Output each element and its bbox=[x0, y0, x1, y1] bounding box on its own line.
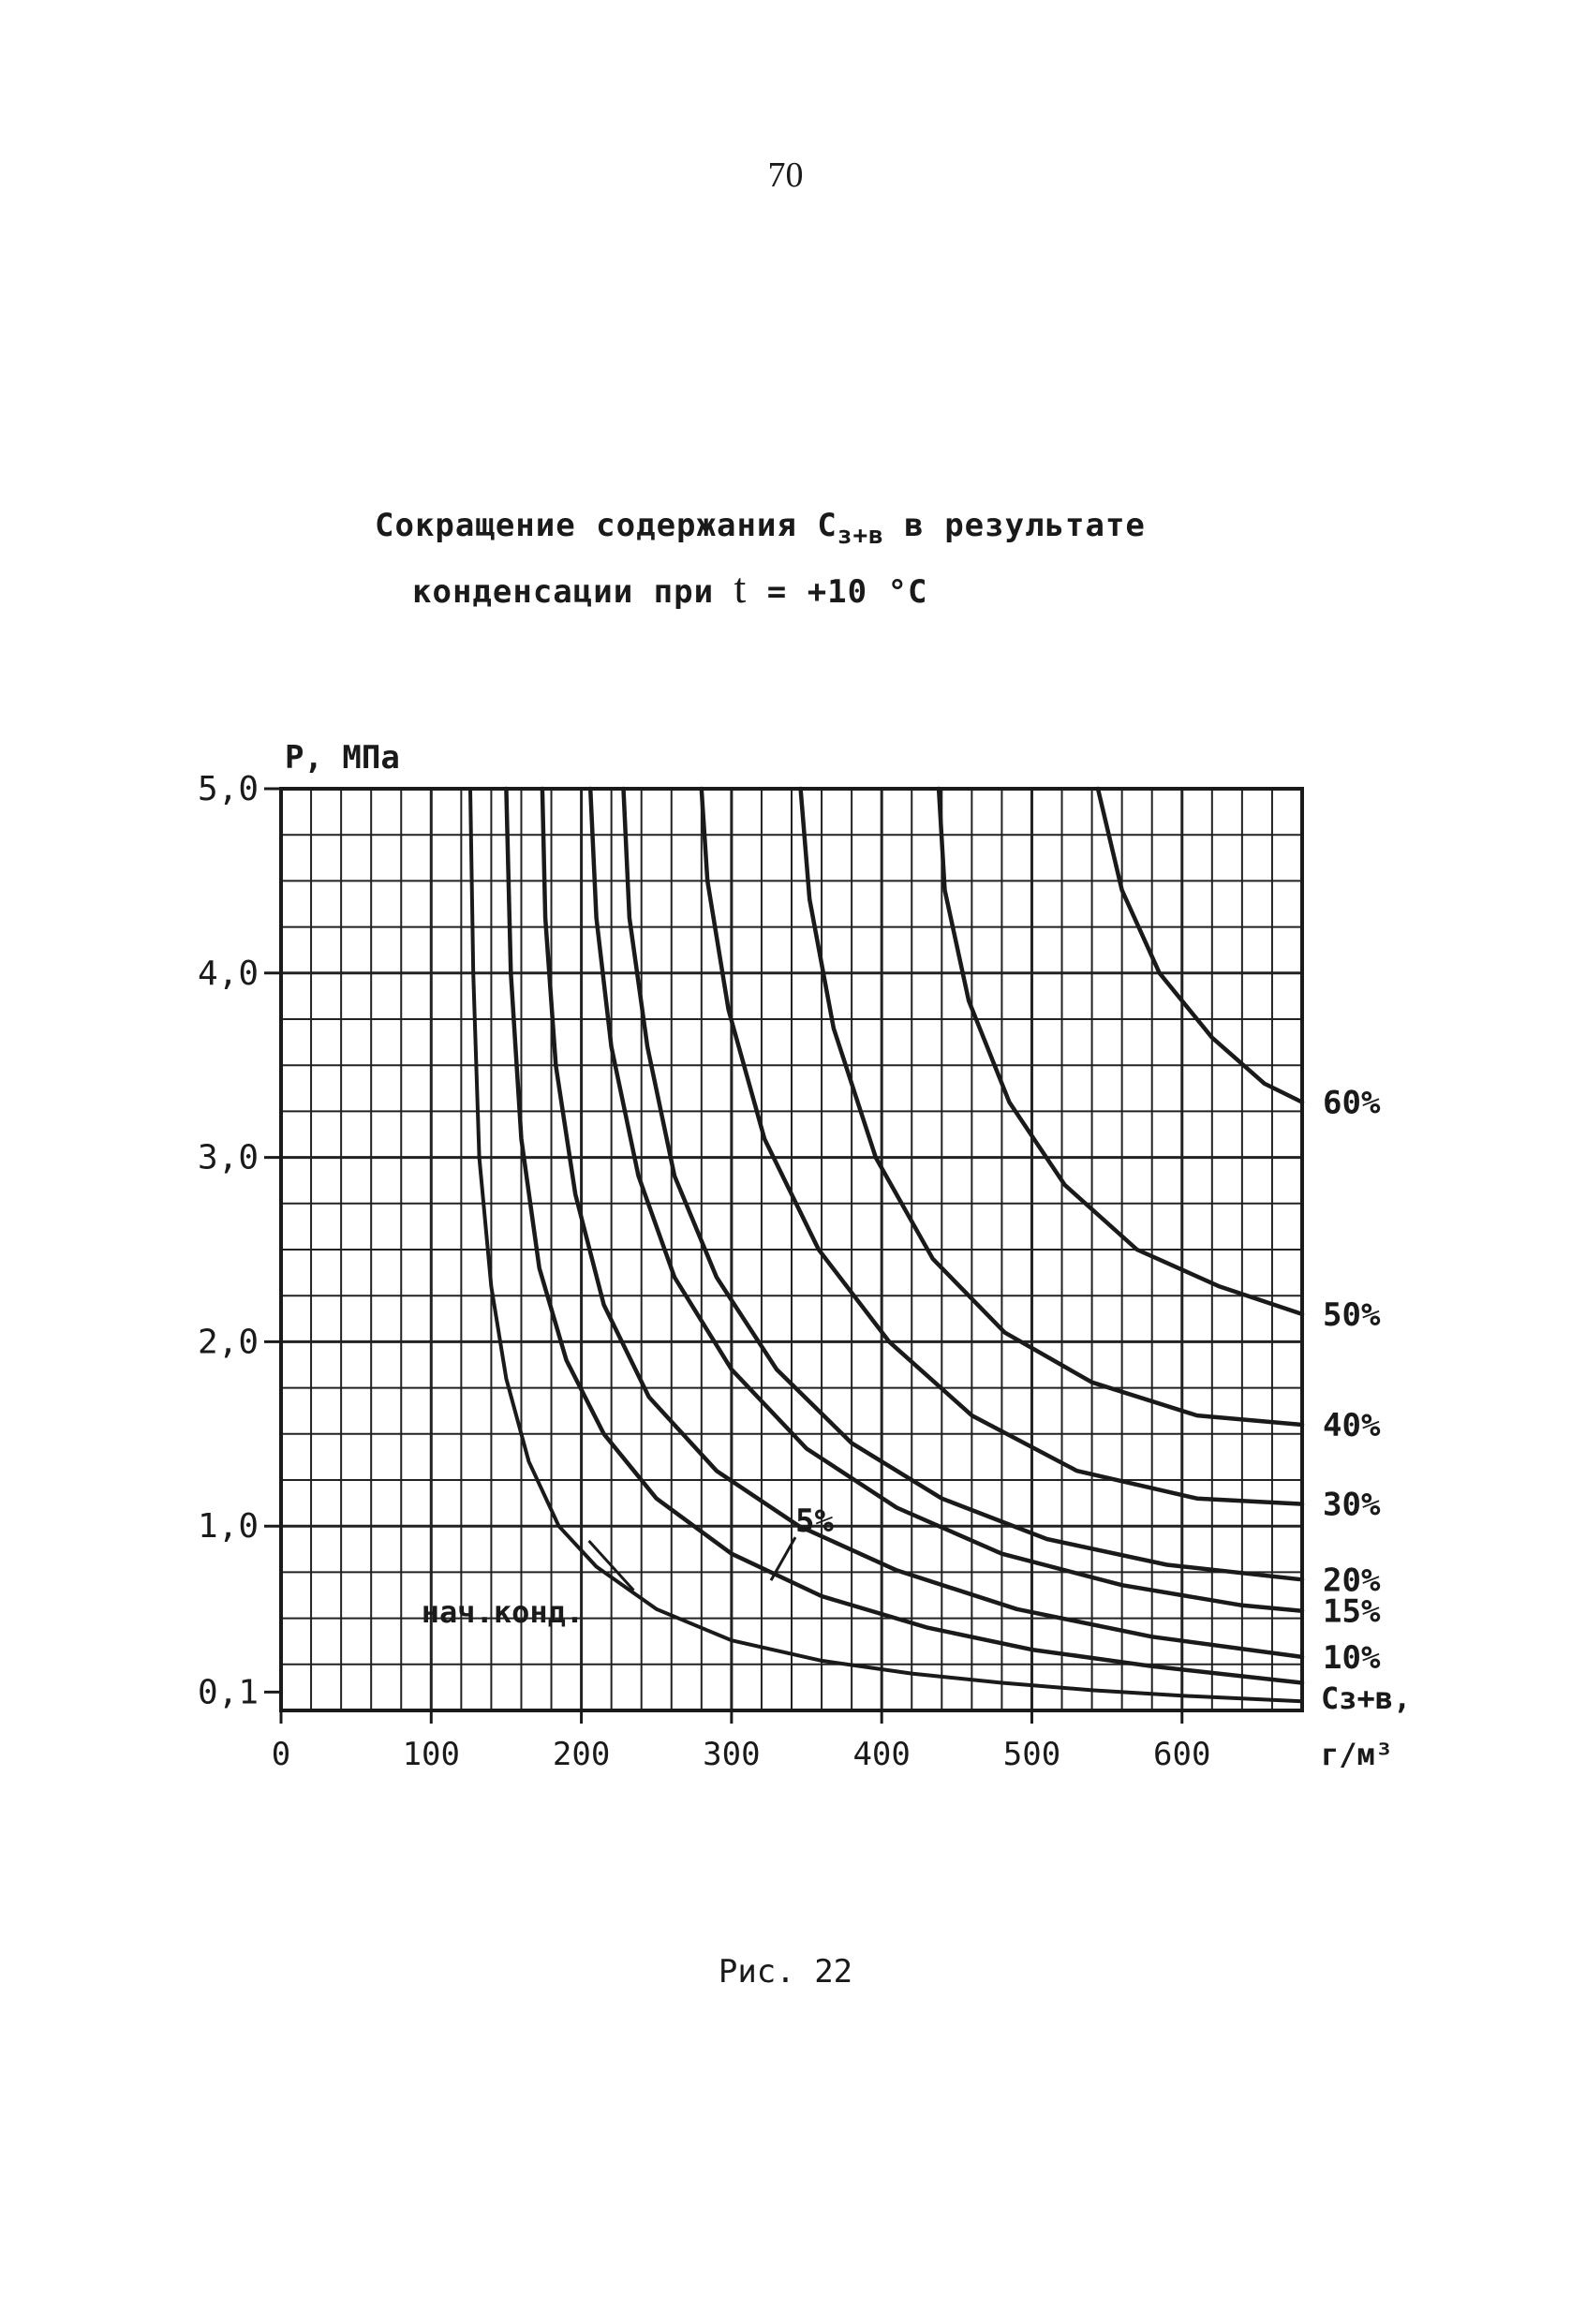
series-line bbox=[624, 789, 1303, 1579]
series-line bbox=[939, 789, 1302, 1314]
x-tick-label: 300 bbox=[703, 1736, 761, 1773]
y-axis-label: Р, МПа bbox=[285, 739, 400, 777]
title-line2-suffix: = +10 °C bbox=[747, 573, 928, 612]
x-tick-label: 0 bbox=[271, 1736, 291, 1773]
x-tick-label: 500 bbox=[1002, 1736, 1061, 1773]
x-tick-label: 200 bbox=[552, 1736, 611, 1773]
x-axis-symbol: Cз+в, bbox=[1321, 1680, 1412, 1716]
series-label: 30% bbox=[1323, 1486, 1381, 1524]
y-tick-label: 0,1 bbox=[197, 1673, 259, 1712]
y-tick-label: 3,0 bbox=[197, 1138, 259, 1177]
series-label: 60% bbox=[1323, 1084, 1381, 1122]
title-line1-suffix: в результате bbox=[883, 507, 1146, 544]
series-line bbox=[590, 789, 1302, 1611]
title-line1-sub: з+в bbox=[837, 521, 884, 550]
x-tick-label: 400 bbox=[852, 1736, 911, 1773]
series-label: 20% bbox=[1323, 1562, 1381, 1600]
x-tick-label: 100 bbox=[402, 1736, 461, 1773]
series bbox=[470, 789, 1302, 1701]
series-label: 15% bbox=[1323, 1592, 1381, 1631]
series-label: 10% bbox=[1323, 1638, 1381, 1677]
annotation-label: нач.конд. bbox=[421, 1593, 585, 1630]
series-label: 50% bbox=[1323, 1295, 1381, 1334]
page-number: 70 bbox=[767, 155, 804, 195]
x-tick-label: 600 bbox=[1153, 1736, 1211, 1773]
title-line2-prefix: конденсации при bbox=[412, 573, 734, 612]
y-tick-label: 5,0 bbox=[197, 770, 259, 808]
grid bbox=[281, 789, 1302, 1710]
y-tick-label: 4,0 bbox=[197, 954, 259, 993]
series-label: 40% bbox=[1323, 1406, 1381, 1444]
annotation-label: 5% bbox=[795, 1502, 834, 1541]
y-tick-label: 2,0 bbox=[197, 1323, 259, 1362]
x-axis-unit: г/м³ bbox=[1321, 1737, 1394, 1772]
title-line1-prefix: Сокращение содержания C bbox=[375, 507, 837, 544]
series-line bbox=[801, 789, 1302, 1425]
figure-caption: Рис. 22 bbox=[718, 1953, 853, 1991]
title-line2-var: t bbox=[734, 564, 748, 613]
labels bbox=[422, 1085, 1381, 1677]
y-tick-label: 1,0 bbox=[197, 1507, 259, 1547]
